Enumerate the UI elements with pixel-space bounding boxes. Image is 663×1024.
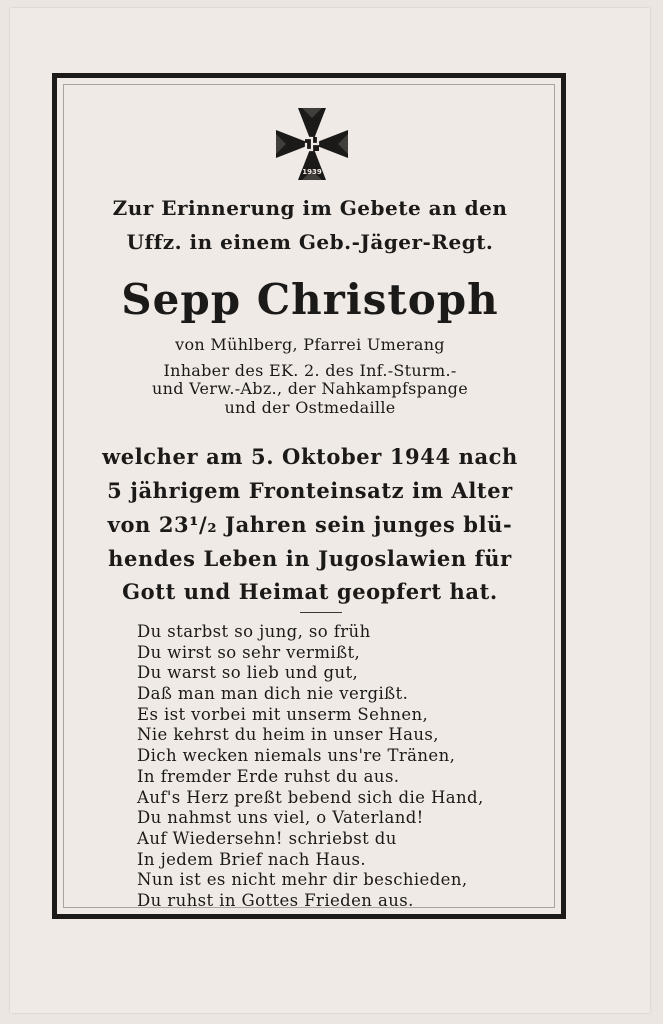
poem-line: In fremder Erde ruhst du aus. xyxy=(137,766,400,786)
poem-line: Du wirst so sehr vermißt, xyxy=(137,642,361,662)
decoration-line-2: und Verw.-Abz., der Nahkampfspange xyxy=(152,379,468,398)
intro-line-1: Zur Erinnerung im Gebete an den xyxy=(112,196,508,220)
decoration-line-3: und der Ostmedaille xyxy=(224,398,396,417)
origin-line: von Mühlberg, Pfarrei Umerang xyxy=(175,335,445,354)
intro-line-2: Uffz. in einem Geb.-Jäger-Regt. xyxy=(126,230,494,254)
poem xyxy=(137,622,537,912)
poem-line: Du nahmst uns viel, o Vaterland! xyxy=(137,808,424,828)
main-text-line-1: welcher am 5. Oktober 1944 nach xyxy=(102,444,518,469)
decoration-line-1: Inhaber des EK. 2. des Inf.-Sturm.- xyxy=(163,361,457,380)
divider xyxy=(300,612,342,613)
poem-line: In jedem Brief nach Haus. xyxy=(137,849,367,869)
poem-line: Es ist vorbei mit unserm Sehnen, xyxy=(137,704,429,724)
poem-line: Daß man man dich nie vergißt. xyxy=(137,684,409,704)
main-text-line-4: hendes Leben in Jugoslawien für xyxy=(108,546,512,571)
iron-cross-icon xyxy=(272,104,352,184)
poem-line: Auf's Herz preßt bebend sich die Hand, xyxy=(137,787,484,807)
main-text-line-5: Gott und Heimat geopfert hat. xyxy=(122,579,498,604)
poem-line: Du starbst so jung, so früh xyxy=(137,622,371,641)
poem-line: Du warst so lieb und gut, xyxy=(137,663,359,683)
poem-line: Du ruhst in Gottes Frieden aus. xyxy=(137,890,414,910)
main-text-line-3: von 23¹/₂ Jahren sein junges blü- xyxy=(107,512,513,537)
poem-line: Nie kehrst du heim in unser Haus, xyxy=(137,725,439,745)
deceased-name: Sepp Christoph xyxy=(121,275,499,324)
poem-line: Dich wecken niemals uns're Tränen, xyxy=(137,746,456,766)
main-text-line-2: 5 jährigem Fronteinsatz im Alter xyxy=(107,478,513,503)
cross-year: 1939 xyxy=(302,168,322,176)
poem-line: Nun ist es nicht mehr dir beschieden, xyxy=(137,870,468,890)
poem-line: Auf Wiedersehn! schriebst du xyxy=(137,828,397,848)
